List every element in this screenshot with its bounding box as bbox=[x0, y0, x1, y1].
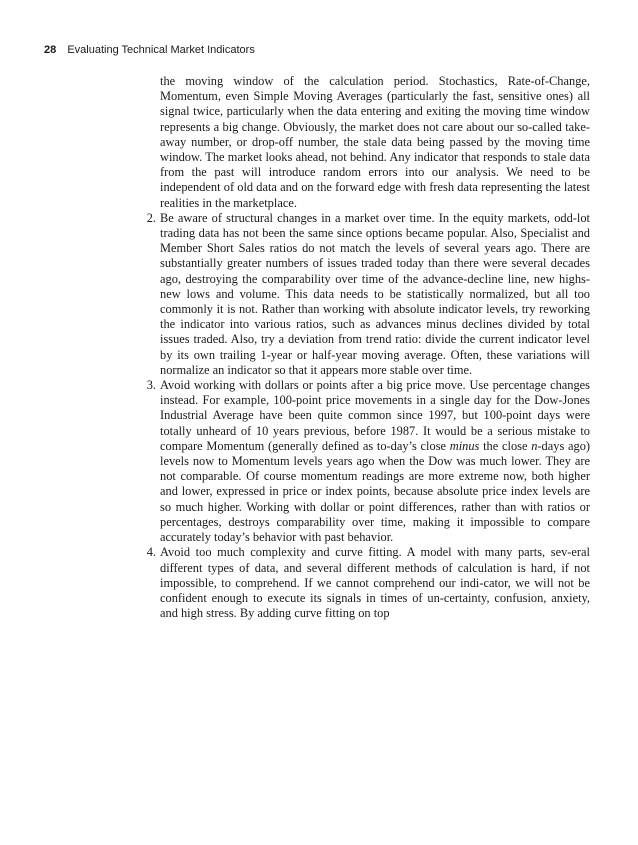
list-item-4 bbox=[146, 545, 590, 621]
running-head bbox=[44, 44, 255, 56]
item-text-part: -days ago) levels now to Momentum levels years ago when the Dow was much lower. They are not comparable. Of course momentum readings are more extreme now, both higher and lower, expressed in price or index points, because absolute price index levels are so much higher. Working with dollar or point differences, rather than with ratios or percentages, destroys comparability over time, making it impossible to compare accurately today’s behavior with past behavior. bbox=[160, 438, 591, 545]
item-number: 2. bbox=[146, 210, 156, 225]
item-text: Be aware of structural changes in a market over time. In the equity markets, odd-lot trading data has not been the same since options became popular. Also, Specialist and Member Short Sales ratios do not match the levels of several years ago. There are substantially greater numbers of issues traded today than there were several decades ago, destroying the comparability over time of the advance-decline line, new highs-new lows and volume. This data needs to be statistically normalized, but all too commonly it is not. Rather than working with absolute indicator levels, try reworking the indicator into various ratios, such as advances minus declines divided by total issues traded. Also, try a deviation from trend ratio: divide the current indicator level by its own trailing 1-year or half-year moving average. Often, these variations will normalize an indicator so that it appears more stable over time. bbox=[160, 210, 590, 377]
item-text-part: Avoid working with dollars or points after a big price move. Use percentage changes instead. For example, 100-point price movements in a single day for the Dow-Jones Industrial Average have been quite common since 1997, but 100-point days were totally unheard of 10 years previous, before 1987. It would be a serious mistake to compare Momentum (generally defined as to-day’s close bbox=[160, 378, 590, 453]
item-number: 4. bbox=[146, 545, 156, 560]
page-number: 28 bbox=[44, 44, 57, 56]
italic-term-minus: minus bbox=[449, 438, 480, 453]
body-text bbox=[146, 74, 591, 621]
item-text-part: the close bbox=[479, 438, 532, 453]
list-item-3 bbox=[146, 378, 591, 545]
running-title: Evaluating Technical Market Indicators bbox=[67, 44, 255, 56]
item-text bbox=[160, 378, 590, 545]
item-text: Avoid too much complexity and curve fitting. A model with many parts, sev-eral different types of data, and several different methods of calculation is hard, if not impossible, to comprehend. If we cannot comprehend our indi-cator, we will not be confident enough to execute its signals in times of un-certainty, confusion, anxiety, and high stress. By adding curve fitting on top bbox=[160, 545, 590, 621]
list-item-2 bbox=[146, 210, 590, 378]
continuation-paragraph: the moving window of the calculation period. Stochastics, Rate-of-Change, Momentum, even Simple Moving Averages (particularly the fast, sensitive ones) all signal twice, particularly when the data entering and exiting the moving time window represents a big change. Obviously, the market does not care about our so-called take-away number, or drop-off number, the stale data being passed by the moving time window. The market looks ahead, not behind. Any indicator that responds to stale data from the past will introduce random errors into our analysis. We need to be independent of old data and on the forward edge with fresh data representing the latest realities in the marketplace. bbox=[160, 74, 590, 210]
italic-term-n: n bbox=[531, 438, 538, 453]
item-number: 3. bbox=[146, 378, 156, 393]
